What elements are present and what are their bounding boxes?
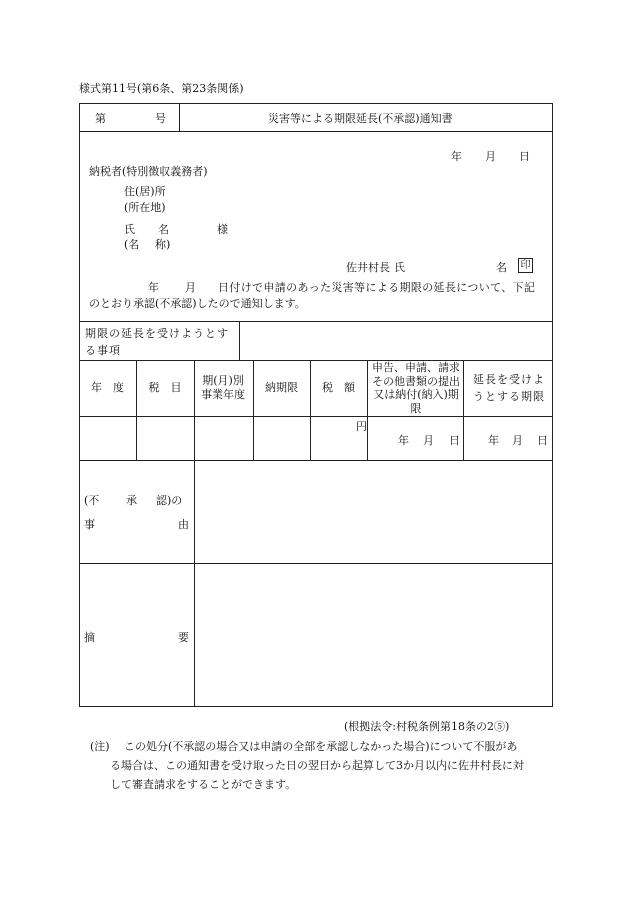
header-tax-amount: 税 額 (322, 381, 355, 394)
header-extended-deadline: 延長を受けようとする期限 (473, 373, 545, 403)
divider (463, 360, 464, 460)
reason-label: 由 (178, 518, 189, 531)
reason-label: 事 (84, 518, 95, 531)
extension-item-label: 期限の延長を受けようとする事項 (85, 327, 229, 357)
divider (79, 563, 553, 564)
divider (136, 360, 137, 460)
summary-label: 摘 (84, 631, 95, 644)
divider (194, 360, 195, 707)
ext-month-label: 月 (512, 434, 523, 447)
divider (367, 360, 368, 460)
divider (179, 103, 180, 131)
notice-text: のとおり承認(不承認)したので通知します。 (89, 297, 306, 310)
header-tax-item: 税 目 (148, 381, 182, 394)
divider (253, 360, 254, 460)
divider (310, 360, 311, 460)
deadline-day-label: 日 (449, 434, 460, 447)
reason-label: 認)の (156, 494, 183, 507)
name-label: 名 (158, 223, 169, 236)
name-sub-label: (名 (124, 238, 140, 251)
document-title: 災害等による期限延長(不承認)通知書 (268, 112, 453, 125)
form-number-header: 様式第11号(第6条、第23条関係) (79, 82, 244, 95)
yen-unit: 円 (356, 420, 367, 433)
header-due-date: 納期限 (265, 381, 298, 394)
ext-year-label: 年 (488, 434, 499, 447)
issuer-given-label: 名 (496, 261, 507, 274)
notice-year-label: 年 (148, 281, 159, 294)
date-day-label: 日 (519, 150, 530, 163)
divider (79, 131, 553, 132)
notice-month-label: 月 (185, 281, 196, 294)
summary-label: 要 (178, 631, 189, 644)
note-text: して審査請求をすることができます。 (110, 778, 297, 791)
divider (79, 416, 553, 417)
number-label: 第 (95, 112, 106, 125)
number-label: 号 (155, 112, 166, 125)
reason-label: (不 (84, 494, 100, 507)
divider (79, 360, 553, 361)
address-sub-label: (所在地) (124, 201, 166, 214)
deadline-year-label: 年 (398, 434, 409, 447)
date-year-label: 年 (451, 150, 462, 163)
taxpayer-heading: 納税者(特別徴収義務者) (89, 165, 208, 178)
legal-basis: (根拠法令:村税条例第18条の2⑤) (344, 720, 510, 733)
issuer-title: 佐井村長 (346, 261, 390, 274)
header-filing-deadline: 申告、申請、請求その他書類の提出又は納付(納入)期限 (372, 361, 460, 415)
notice-text: 日付けで申請のあった災害等による期限の延長について、下記 (218, 281, 536, 294)
deadline-month-label: 月 (423, 434, 434, 447)
reason-label: 承 (126, 494, 137, 507)
date-month-label: 月 (485, 150, 496, 163)
note-text: る場合は、この通知書を受け取った日の翌日から起算して3か月以内に佐井村長に対 (110, 759, 524, 772)
divider (79, 321, 553, 322)
ext-day-label: 日 (537, 434, 548, 447)
divider (79, 460, 553, 461)
name-sub-label: 称) (155, 238, 171, 251)
name-label: 氏 (124, 223, 135, 236)
header-fiscal-year: 年 度 (91, 381, 124, 394)
seal-mark: 印 (518, 258, 533, 273)
header-period: 期(月)別事業年度 (201, 374, 245, 401)
honorific-label: 様 (217, 223, 228, 236)
issuer-surname-label: 氏 (394, 261, 405, 274)
address-label: 住(居)所 (124, 185, 166, 198)
divider (239, 321, 240, 360)
note-text: この処分(不承認の場合又は申請の全部を承認しなかった場合)について不服があ (124, 740, 518, 753)
note-label: (注) (90, 740, 110, 753)
